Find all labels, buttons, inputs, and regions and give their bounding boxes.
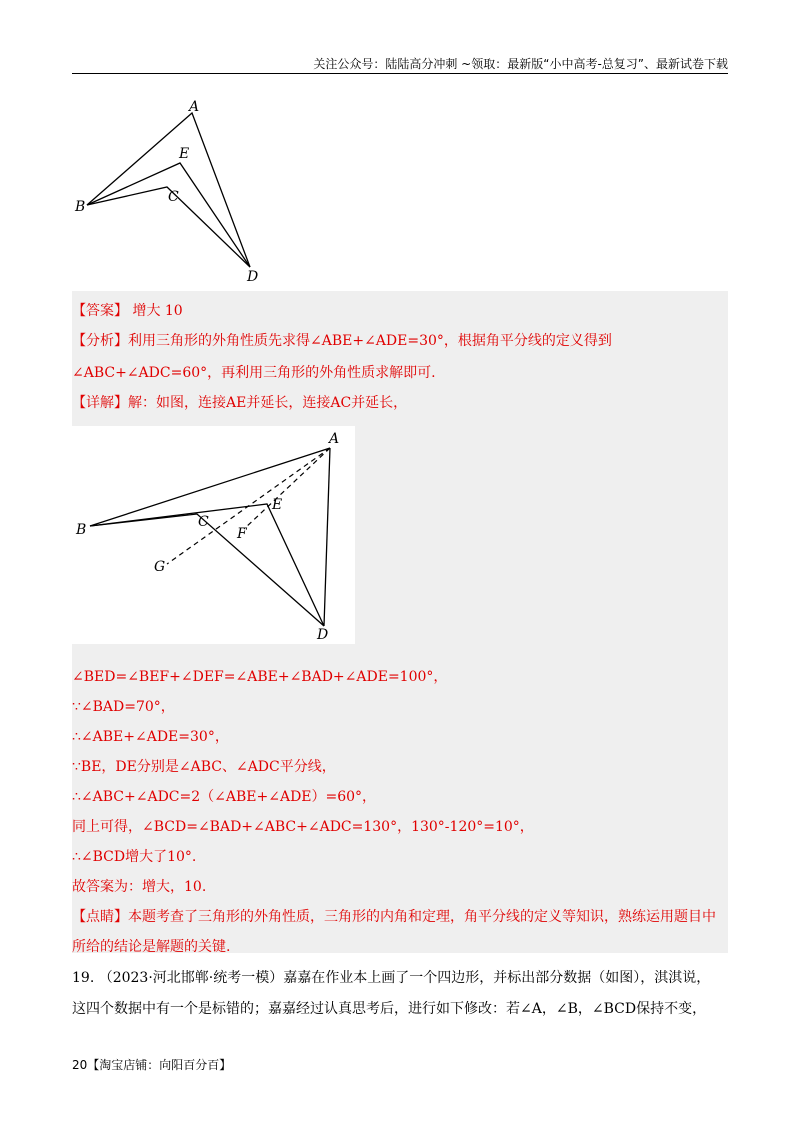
fig2-label-b: B <box>76 522 87 538</box>
fig1-label-d: D <box>247 269 259 285</box>
step-7: ∴∠BCD增大了10°. <box>72 849 197 865</box>
answer-line: 【答案】 增大 10 <box>72 303 183 319</box>
comment-line-1: 【点睛】本题考查了三角形的外角性质，三角形的内角和定理，角平分线的定义等知识，熟练运用题目中 <box>72 909 716 925</box>
question-line-2: 这四个数据中有一个是标错的；嘉嘉经过认真思考后，进行如下修改：若∠A，∠B，∠BCD保持不变， <box>72 1001 707 1017</box>
page-number: 20 <box>72 1058 88 1072</box>
page-footer <box>72 1056 231 1073</box>
analysis-line-2: ∠ABC+∠ADC=60°，再利用三角形的外角性质求解即可. <box>72 365 436 381</box>
fig1-label-b: B <box>75 199 86 215</box>
figure-2 <box>72 426 355 644</box>
fig2-dashed-af <box>244 448 330 529</box>
fig1-label-a: A <box>189 99 200 115</box>
question-line-1: 19. （2023·河北邯郸·统考一模）嘉嘉在作业本上画了一个四边形，并标出部分数据（如图），淇淇说， <box>72 970 711 986</box>
header-rule <box>72 73 728 74</box>
step-6: 同上可得，∠BCD=∠BAD+∠ABC+∠ADC=130°，130°-120°=10°， <box>72 819 534 835</box>
page-header: 关注公众号：陆陆高分冲刺 ~领取：最新版“小中高考-总复习”、最新试卷下载 <box>313 57 728 71</box>
step-4: ∵BE，DE分别是∠ABC、∠ADC平分线， <box>72 759 336 775</box>
step-5: ∴∠ABC+∠ADC=2（∠ABE+∠ADE）=60°， <box>72 789 377 805</box>
figure-1 <box>72 95 302 290</box>
fig2-label-f: F <box>237 526 247 542</box>
step-2: ∵∠BAD=70°， <box>72 699 175 715</box>
footer-text: 【淘宝店铺：向阳百分百】 <box>87 1058 232 1072</box>
fig1-middle <box>87 163 250 267</box>
step-3: ∴∠ABE+∠ADE=30°， <box>72 729 229 745</box>
step-8: 故答案为：增大，10. <box>72 879 207 895</box>
fig2-label-d: D <box>317 627 329 643</box>
fig2-dashed-ag <box>167 448 330 564</box>
fig2-label-e: E <box>272 497 283 513</box>
comment-line-2: 所给的结论是解题的关键. <box>72 939 231 955</box>
fig1-label-c: C <box>168 189 179 205</box>
detail-line: 【详解】解：如图，连接AE并延长，连接AC并延长， <box>72 395 408 411</box>
step-1: ∠BED=∠BEF+∠DEF=∠ABE+∠BAD+∠ADE=100°， <box>72 669 448 685</box>
analysis-line-1: 【分析】利用三角形的外角性质先求得∠ABE+∠ADE=30°，根据角平分线的定义得到 <box>72 333 612 349</box>
fig1-label-e: E <box>179 146 190 162</box>
fig2-label-c: C <box>198 514 209 530</box>
fig2-label-g: G <box>154 559 166 575</box>
fig2-label-a: A <box>329 431 340 447</box>
